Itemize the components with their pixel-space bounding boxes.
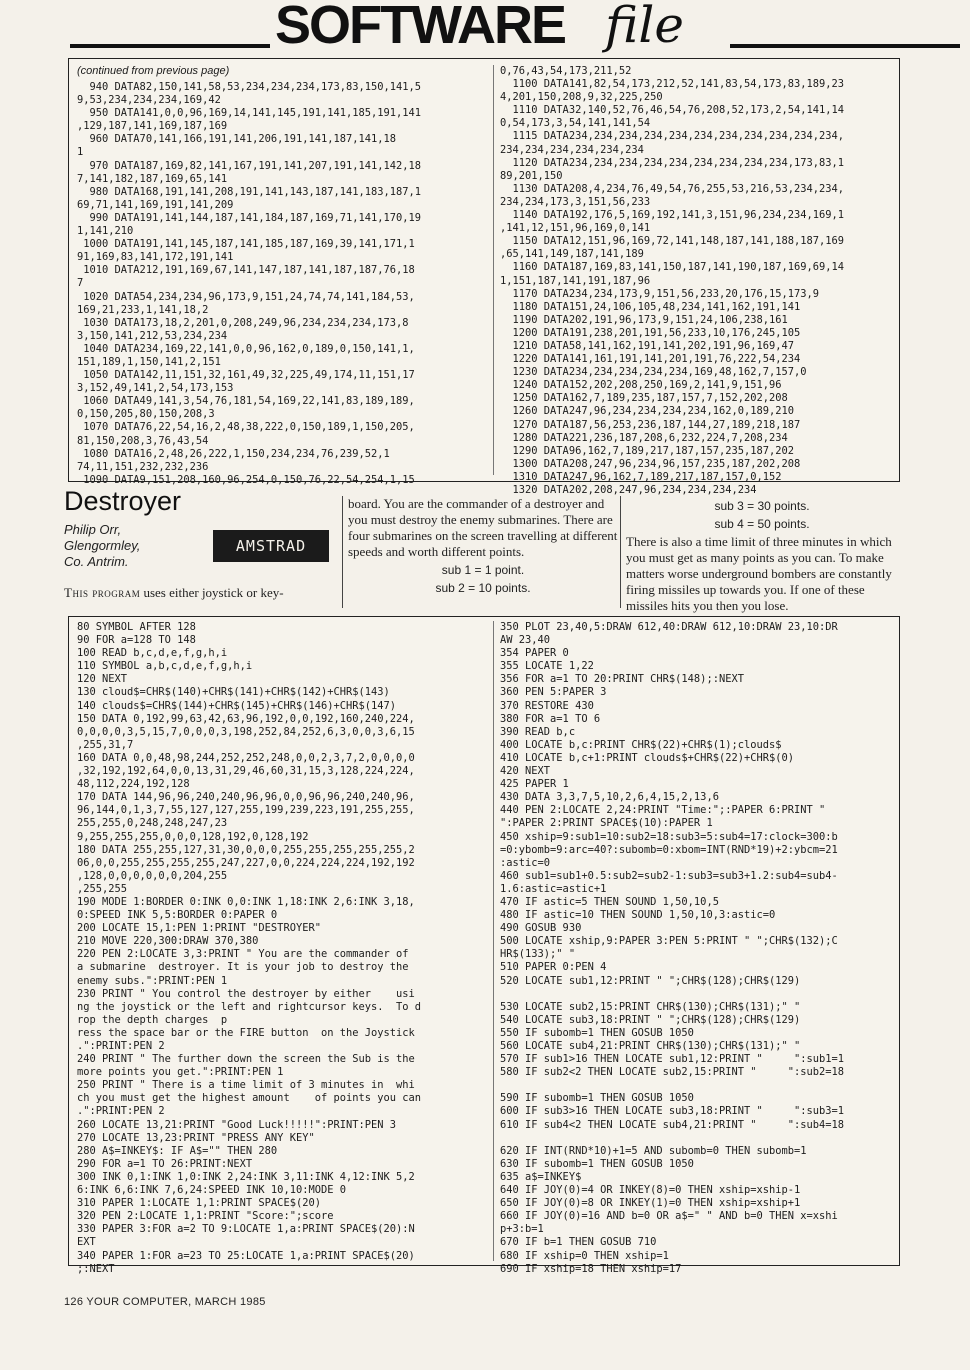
program-listing-box bbox=[68, 616, 900, 1275]
page-footer: 126 YOUR COMPUTER, MARCH 1985 bbox=[64, 1296, 266, 1308]
article-paragraph: board. You are the commander of a destroyer and you must destroy the enemy submarines. There are four submarines on the screen travelling at different speeds and worth different points. bbox=[348, 496, 618, 559]
section-title: SOFTWARE bbox=[275, 0, 565, 55]
article-intro bbox=[64, 585, 339, 601]
program-listing-left-code: 80 SYMBOL AFTER 128 90 FOR a=128 TO 148 100 READ b,c,d,e,f,g,h,i 110 SYMBOL a,b,c,d,e,f,g,h,i 120 NEXT 130 cloud$=CHR$(140)+CHR$(141)+CHR$(142)+CHR$(143) 140 clouds$=CHR$(144)+CHR$(145)+CHR$(146)+CHR$(147) 150 DATA 0,192,99,63,42,63,96,192,0,0,192,160,240,224, 0,0,0,0,3,5,15,7,0,0,0,3,198,252,84,252,6,3,0,0,3,6,15 ,255,31,7 160 DATA 0,0,48,98,244,252,252,248,0,0,2,3,7,2,0,0,0,0 ,32,192,192,64,0,0,13,31,29,46,60,31,15,3,128,224,224, 48,112,224,192,128 170 DATA 144,96,96,240,240,96,96,0,0,96,96,240,240,96, 96,144,0,1,3,7,55,127,127,255,199,239,223,191,255,255, 255,255,0,248,248,247,23 9,255,255,255,0,0,0,128,192,0,128,192 180 DATA 255,255,127,31,30,0,0,0,255,255,255,255,255,2 06,0,0,255,255,255,255,247,227,0,0,224,224,224,192,192 ,128,0,0,0,0,0,0,204,255 ,255,255 190 MODE 1:BORDER 0:INK 0,0:INK 1,18:INK 2,6:INK 3,18, 0:SPEED INK 5,5:BORDER 0:PAPER 0 200 LOCATE 15,1:PEN 1:PRINT "DESTROYER" 210 MOVE 220,300:DRAW 370,380 220 PEN 2:LOCATE 3,3:PRINT " You are the commander of a submarine destroyer. It is your job to destroy the enemy subs.":PRINT:PEN 1 230 PRINT " You control the destroyer by either usi ng the joystick or the left and rightcursor keys. To d rop the depth charges p ress the space bar or the FIRE button on the Joystick .":PRINT:PEN 2 240 PRINT " The further down the screen the Sub is the more points you get.":PRINT:PEN 1 250 PRINT " There is a time limit of 3 minutes in whi ch you must get the highest amount of points you can .":PRINT:PEN 2 260 LOCATE 13,21:PRINT "Good Luck!!!!!":PRINT:PEN 3 270 LOCATE 13,23:PRINT "PRESS ANY KEY" 280 A$=INKEY$: IF A$="" THEN 280 290 FOR a=1 TO 26:PRINT:NEXT 300 INK 0,1:INK 1,0:INK 2,24:INK 3,11:INK 4,12:INK 5,2 6:INK 6,6:INK 7,6,24:SPEED INK 10,10:MODE 0 310 PAPER 1:LOCATE 1,1:PRINT SPACE$(20) 320 PEN 2:LOCATE 1,1:PRINT "Score:";score 330 PAPER 3:FOR a=2 TO 9:LOCATE 1,a:PRINT SPACE$(20):N EXT 340 PAPER 1:FOR a=23 TO 25:LOCATE 1,a:PRINT SPACE$(20) ;:NEXT bbox=[77, 621, 422, 1275]
data-listing-left-column bbox=[77, 65, 487, 487]
masthead-rule-right bbox=[730, 44, 960, 48]
article-title: Destroyer bbox=[64, 486, 182, 516]
article-paragraph: There is also a time limit of three minutes in which you must get as many points as you can. To make matters worse underground bombers are constantly firing missiles up towards you. If one of these missiles hits you then you lose. bbox=[626, 534, 892, 613]
score-sub1: sub 1 = 1 point. bbox=[441, 563, 525, 577]
intro-lead: This program bbox=[64, 585, 141, 600]
author-town: Glengormley, bbox=[64, 538, 141, 553]
article-right-column bbox=[626, 496, 898, 614]
masthead bbox=[70, 0, 950, 58]
article-byline bbox=[64, 522, 140, 570]
data-listing-right-code: 0,76,43,54,173,211,52 1100 DATA141,82,54,173,212,52,141,83,54,173,83,189,23 4,201,150,208,9,32,225,250 1110 DATA32,140,52,76,46,54,76,208,52,173,2,54,141,14 0,54,173,3,54,141,141,54 1115 DATA234,234,234,234,234,234,234,234,234,234,234, 234,234,234,234,234,234 1120 DATA234,234,234,234,234,234,234,234,234,173,83,1 89,201,150 1130 DATA208,4,234,76,49,54,76,255,53,216,53,234,234, 234,234,173,3,151,56,233 1140 DATA192,176,5,169,192,141,3,151,96,234,234,169,1 ,141,12,151,96,169,0,141 1150 DATA12,151,96,169,72,141,148,187,141,188,187,169 ,65,141,149,187,141,189 1160 DATA187,169,83,141,150,187,141,190,187,169,69,14 1,151,187,141,191,187,96 1170 DATA234,234,173,9,151,56,233,20,176,15,173,9 1180 DATA151,24,106,105,48,234,141,162,191,141 1190 DATA202,191,96,173,9,151,24,106,238,161 1200 DATA191,238,201,191,56,233,10,176,245,105 1210 DATA58,141,162,191,141,202,191,96,169,47 1220 DATA141,161,191,141,201,191,76,222,54,234 1230 DATA234,234,234,234,234,169,48,162,7,157,0 1240 DATA152,202,208,250,169,2,141,9,151,96 1250 DATA162,7,189,235,187,157,7,152,202,208 1260 DATA247,96,234,234,234,234,162,0,189,210 1270 DATA187,56,253,236,187,144,27,189,218,187 1280 DATA221,236,187,208,6,232,224,7,208,234 1290 DATA96,162,7,189,217,187,157,235,187,202 1300 DATA208,247,96,234,96,157,235,187,202,208 1310 DATA247,96,162,7,189,217,187,157,0,152 1320 DATA202,208,247,96,234,234,234,234 bbox=[500, 65, 845, 496]
masthead-rule-left bbox=[70, 44, 270, 48]
intro-text: uses either joystick or key- bbox=[140, 585, 284, 600]
author-name: Philip Orr, bbox=[64, 522, 122, 537]
program-listing-right-column bbox=[493, 621, 900, 1275]
section-title-script: file bbox=[605, 0, 684, 54]
column-divider bbox=[620, 496, 621, 608]
program-listing-right-code: 350 PLOT 23,40,5:DRAW 612,40:DRAW 612,10:DRAW 23,10:DR AW 23,40 354 PAPER 0 355 LOCATE 1,22 356 FOR a=1 TO 20:PRINT CHR$(148);:NEXT 360 PEN 5:PAPER 3 370 RESTORE 430 380 FOR a=1 TO 6 390 READ b,c 400 LOCATE b,c:PRINT CHR$(22)+CHR$(1);clouds$ 410 LOCATE b,c+1:PRINT clouds$+CHR$(22)+CHR$(0) 420 NEXT 425 PAPER 1 430 DATA 3,3,7,5,10,2,6,4,15,2,13,6 440 PEN 2:LOCATE 2,24:PRINT "Time:";:PAPER 6:PRINT " ":PAPER 2:PRINT SPACE$(10):PAPER 1 450 xship=9:sub1=10:sub2=18:sub3=5:sub4=17:clock=300:b =0:ybomb=9:arc=40?:subomb=0:xbom=INT(RND*19)+2:ybcm=21 :astic=0 460 sub1=sub1+0.5:sub2=sub2-1:sub3=sub3+1.2:sub4=sub4- 1.6:astic=astic+1 470 IF astic=5 THEN SOUND 1,50,10,5 480 IF astic=10 THEN SOUND 1,50,10,3:astic=0 490 GOSUB 930 500 LOCATE xship,9:PAPER 3:PEN 5:PRINT " ";CHR$(132);C HR$(133);" " 510 PAPER 0:PEN 4 520 LOCATE sub1,12:PRINT " ";CHR$(128);CHR$(129) 530 LOCATE sub2,15:PRINT CHR$(130);CHR$(131);" " 540 LOCATE sub3,18:PRINT " ";CHR$(128);CHR$(129) 550 IF subomb=1 THEN GOSUB 1050 560 LOCATE sub4,21:PRINT CHR$(130);CHR$(131);" " 570 IF sub1>16 THEN LOCATE sub1,12:PRINT " ":sub1=1 580 IF sub2<2 THEN LOCATE sub2,15:PRINT " ":sub2=18 590 IF subomb=1 THEN GOSUB 1050 600 IF sub3>16 THEN LOCATE sub3,18:PRINT " ":sub3=1 610 IF sub4<2 THEN LOCATE sub4,21:PRINT " ":sub4=18 620 IF INT(RND*10)+1=5 AND subomb=0 THEN subomb=1 630 IF subomb=1 THEN GOSUB 1050 635 a$=INKEY$ 640 IF JOY(0)=4 OR INKEY(8)=0 THEN xship=xship-1 650 IF JOY(0)=8 OR INKEY(1)=0 THEN xship=xship+1 660 IF JOY(0)=16 AND b=0 OR a$=" " AND b=0 THEN x=xshi p+3:b=1 670 IF b=1 THEN GOSUB 710 680 IF xship=0 THEN xship=1 690 IF xship=18 THEN xship=17 bbox=[500, 621, 845, 1275]
data-listing-box bbox=[68, 58, 900, 496]
program-listing-left-column bbox=[77, 621, 487, 1276]
score-sub2: sub 2 = 10 points. bbox=[435, 581, 531, 595]
article-middle-column bbox=[348, 496, 618, 598]
data-listing-left-code: 940 DATA82,150,141,58,53,234,234,234,173,83,150,141,5 9,53,234,234,234,169,42 950 DATA141,0,0,96,169,14,141,145,191,141,185,191,141 ,129,187,141,169,187,169 960 DATA70,141,166,191,141,206,191,141,187,141,18 1 970 DATA187,169,82,141,167,191,141,207,191,141,142,18 7,141,182,187,169,65,141 980 DATA168,191,141,208,191,141,143,187,141,183,187,1 69,71,141,169,191,141,209 990 DATA191,141,144,187,141,184,187,169,71,141,170,19 1,141,210 1000 DATA191,141,145,187,141,185,187,169,39,141,171,1 91,169,83,141,172,191,141 1010 DATA212,191,169,67,141,147,187,141,187,187,76,18 7 1020 DATA54,234,234,96,173,9,151,24,74,74,141,184,53, 169,21,233,1,141,18,2 1030 DATA173,18,2,201,0,208,249,96,234,234,234,173,8 3,150,141,212,53,234,234 1040 DATA234,169,22,141,0,0,96,162,0,189,0,150,141,1, 151,189,1,150,141,2,151 1050 DATA142,11,151,32,161,49,32,225,49,174,11,151,17 3,152,49,141,2,54,173,153 1060 DATA49,141,3,54,76,181,54,169,22,141,83,189,189, 0,150,205,80,150,208,3 1070 DATA76,22,54,16,2,48,38,222,0,150,189,1,150,205, 81,150,208,3,76,43,54 1080 DATA16,2,48,26,222,1,150,234,234,76,239,52,1 74,11,151,232,232,236 1090 DATA9,151,208,160,96,254,0,150,76,22,54,254,1,15 bbox=[77, 81, 422, 486]
author-county: Co. Antrim. bbox=[64, 554, 129, 569]
score-sub3: sub 3 = 30 points. bbox=[714, 499, 810, 513]
continued-note: (continued from previous page) bbox=[77, 65, 230, 77]
score-sub4: sub 4 = 50 points. bbox=[714, 517, 810, 531]
platform-badge: AMSTRAD bbox=[213, 530, 329, 562]
data-listing-right-column bbox=[493, 65, 900, 496]
column-divider bbox=[342, 496, 343, 608]
